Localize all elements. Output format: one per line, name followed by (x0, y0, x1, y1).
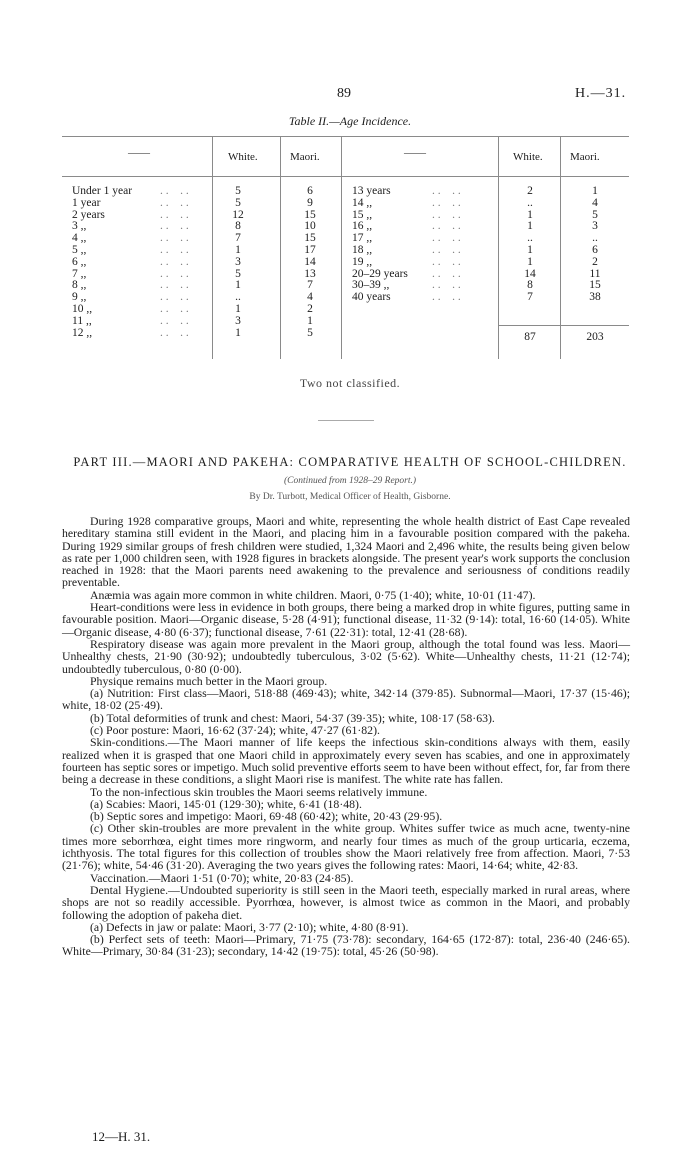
age-label: 15 ,, (352, 208, 373, 221)
right-white-column (510, 186, 550, 304)
maori-count: .. (592, 232, 598, 245)
maori-count: 4 (307, 291, 313, 304)
col-maori-header: Maori. (570, 151, 600, 163)
left-stub-header: —— (128, 147, 150, 159)
list-item: (a) Nutrition: First class—Maori, 518·88 (469·43); white, 342·14 (379·85). Subnormal—Maori, 17·37 (15·46); white, 18·02 (25·49). (62, 686, 630, 713)
white-count: 5 (235, 196, 241, 209)
white-count: 2 (527, 185, 533, 197)
page-number: 89 (337, 86, 351, 101)
list-item: (c) Other skin-troubles are more prevalent in the white group. Whites suffer twice as much acne, twenty-nine times more seborrhœa, eight times more ringworm, and nearly four times as much of the group urticaria, eczema, ichthyosis. The total figures for this collection of troubles show the Maori relatively free from affection. Maori, 7·53 (21·76); white, 54·46 (31·20). Averaging the two years gives the following rates: Maori, 14·64; white, 42·83. (62, 821, 630, 873)
age-label: 17 ,, (352, 232, 373, 245)
list-item: (b) Septic sores and impetigo: Maori, 69·48 (60·42); white, 20·43 (29·95). (90, 809, 443, 824)
left-leaders: . . . . . . . . . . . . . . . . . . . . . . . . . . . . . . . . . . . . . . . . . . . . . . . . . . . . (160, 185, 189, 339)
white-count: 1 (235, 326, 241, 339)
white-count: 3 (235, 314, 241, 327)
white-count: 1 (527, 243, 533, 256)
white-count: 8 (527, 279, 533, 292)
table-col-rule (341, 137, 342, 359)
age-label: 40 years (352, 291, 391, 304)
white-count: .. (527, 196, 533, 209)
white-count: 7 (235, 232, 241, 245)
paragraph: Anæmia was again more common in white children. Maori, 0·75 (1·40); white, 10·01 (11·47). (90, 587, 536, 602)
maori-count: 15 (589, 279, 601, 292)
age-label: Under 1 year (72, 185, 133, 197)
maori-count: 10 (304, 220, 316, 233)
table-header-rule (62, 176, 629, 177)
maori-count: 7 (307, 279, 313, 292)
white-count: .. (235, 291, 241, 304)
report-body (62, 515, 630, 958)
part-title: PART III.—MAORI AND PAKEHA: COMPARATIVE HEALTH OF SCHOOL-CHILDREN. (73, 455, 627, 469)
maori-count: 14 (304, 255, 316, 268)
author-byline: By Dr. Turbott, Medical Officer of Health, Gisborne. (249, 492, 451, 502)
col-maori-header: Maori. (290, 151, 320, 163)
section-divider (318, 420, 374, 421)
white-count: 3 (235, 255, 241, 268)
white-count: 1 (527, 220, 533, 233)
age-label: 7 ,, (72, 267, 87, 280)
col-white-header: White. (228, 151, 258, 163)
table-top-rule (62, 136, 629, 137)
maori-count: 9 (307, 196, 313, 209)
maori-count: 3 (592, 220, 598, 233)
white-count: 14 (524, 267, 536, 280)
age-label: 13 years (352, 185, 391, 197)
right-stub-header: —— (404, 147, 426, 159)
total-white: 87 (524, 331, 536, 343)
paragraph: Dental Hygiene.—Undoubted superiority is still seen in the Maori teeth, especially marked in rural areas, where shops are not so readily accessible. Pyorrhœa, however, is almost twice as common in the Maori, and probably following the adoption of pakeha diet. (62, 882, 630, 922)
continued-note: (Continued from 1928–29 Report.) (283, 476, 417, 486)
maori-count: 13 (304, 267, 316, 280)
white-count: 1 (527, 208, 533, 221)
list-item: (b) Total deformities of trunk and chest: Maori, 54·37 (39·35); white, 108·17 (58·63). (90, 710, 495, 725)
paragraph: During 1928 comparative groups, Maori and white, representing the whole health district of East Cape revealed hereditary stamina still evident in the Maori, and placing him in a favourable position compared with the pakeha. During 1929 similar groups of fresh children were studied, 1,324 Maori and 2,496 white, the results being given below as rate per 1,000 children seen, with 1928 figures in brackets alongside. The present year's work supports the conclusion reached in 1928: that the Maori parents need awakening to the prevalence and seriousness of conditions readily preventable. (62, 514, 630, 590)
right-maori-column (572, 186, 618, 304)
maori-count: 1 (592, 185, 598, 197)
age-label: 8 ,, (72, 279, 87, 292)
age-label: 11 ,, (72, 314, 92, 327)
col-white-header: White. (513, 151, 543, 163)
table-note: Two not classified. (299, 376, 401, 390)
paragraph: Physique remains much better in the Maori group. (90, 673, 328, 688)
age-label: 12 ,, (72, 326, 93, 339)
list-item: (a) Defects in jaw or palate: Maori, 3·77 (2·10); white, 4·80 (8·91). (90, 919, 409, 934)
maori-count: 4 (592, 196, 598, 209)
paragraph: Heart-conditions were less in evidence in both groups, there being a marked drop in white figures, putting same in favourable position. Maori—Organic disease, 5·28 (4·91); functional disease, 11·32 (9·14): total, 16·60 (14·05). White—Organic disease, 4·80 (6·37); functional disease, 7·61 (22·31): total, 12·41 (28·68). (62, 600, 630, 639)
age-label: 10 ,, (72, 302, 93, 315)
maori-count: 1 (307, 314, 313, 327)
list-item: (a) Scabies: Maori, 145·01 (129·30); white, 6·41 (18·48). (90, 796, 362, 811)
maori-count: 2 (307, 302, 313, 315)
maori-count: 5 (592, 208, 598, 221)
age-label: 1 year (72, 196, 101, 209)
list-item: (c) Poor posture: Maori, 16·62 (37·24); white, 47·27 (61·82). (90, 723, 380, 738)
paragraph: Vaccination.—Maori 1·51 (0·70); white, 20·83 (24·85). (90, 870, 354, 885)
white-count: 1 (235, 279, 241, 292)
table-col-rule (280, 137, 281, 359)
maori-count: 6 (592, 243, 598, 256)
white-count: 7 (527, 291, 533, 304)
report-code: H.—31. (575, 86, 627, 101)
white-count: 12 (232, 208, 244, 221)
age-label: 9 ,, (72, 291, 87, 304)
age-label: 2 years (72, 208, 105, 221)
list-item: (b) Perfect sets of teeth: Maori—Primary, 71·75 (73·78): secondary, 164·65 (172·87): total, 236·40 (246·65). White—Primary, 30·84 (31·23); secondary, 14·42 (19·75): total, 45·26 (50·98). (62, 932, 630, 959)
total-maori: 203 (586, 331, 604, 343)
maori-count: 5 (307, 326, 313, 339)
maori-count: 6 (307, 185, 313, 197)
maori-count: 11 (589, 267, 601, 280)
right-table-labels (352, 186, 482, 304)
white-count: 1 (235, 243, 241, 256)
white-count: 8 (235, 220, 241, 233)
white-count: 5 (235, 267, 241, 280)
signature-mark: 12—H. 31. (92, 1129, 151, 1144)
table-col-rule (212, 137, 213, 359)
age-label: 18 ,, (352, 243, 373, 256)
total-rule (498, 325, 629, 326)
age-label: 5 ,, (72, 243, 87, 256)
maori-count: 15 (304, 208, 316, 221)
white-count: 1 (527, 255, 533, 268)
maori-count: 38 (589, 291, 601, 304)
age-label: 20–29 years (352, 267, 408, 280)
table-caption: Table II.—Age Incidence. (288, 114, 412, 128)
maori-count: 2 (592, 255, 598, 268)
paragraph: To the non-infectious skin troubles the Maori seems relatively immune. (90, 784, 428, 799)
age-label: 30–39 ,, (352, 279, 390, 292)
white-count: .. (527, 232, 533, 245)
left-maori-column (290, 186, 330, 339)
age-label: 14 ,, (352, 196, 373, 209)
maori-count: 17 (304, 243, 316, 256)
white-count: 5 (235, 185, 241, 197)
age-label: 6 ,, (72, 255, 87, 268)
right-leaders: . . . . . . . . . . . . . . . . . . . . . . . . . . . . . . . . . . . . . . . . (432, 185, 461, 304)
paragraph: Respiratory disease was again more prevalent in the Maori group, although the total found was less. Maori—Unhealthy chests, 21·90 (30·92); undoubtedly tuberculous, 3·02 (5·62). White—Unhealthy chests, 11·21 (12·74); undoubtedly tuberculous, 0·80 (0·00). (62, 636, 630, 676)
left-white-column (220, 186, 256, 339)
age-label: 19 ,, (352, 255, 373, 268)
white-count: 1 (235, 302, 241, 315)
maori-count: 15 (304, 232, 316, 245)
age-label: 3 ,, (72, 220, 87, 233)
age-label: 4 ,, (72, 232, 87, 245)
age-label: 16 ,, (352, 220, 373, 233)
paragraph: Skin-conditions.—The Maori manner of life keeps the infectious skin-conditions always with them, easily realized when it is grasped that one Maori child in approximately every seven has scabies, and one in approximately fourteen has septic sores or impetigo. Much solid preventive efforts seem to have been without effect, for, far from there being a decrease in these conditions, a slight Maori rise is manifest. The white rate has fallen. (62, 735, 630, 787)
